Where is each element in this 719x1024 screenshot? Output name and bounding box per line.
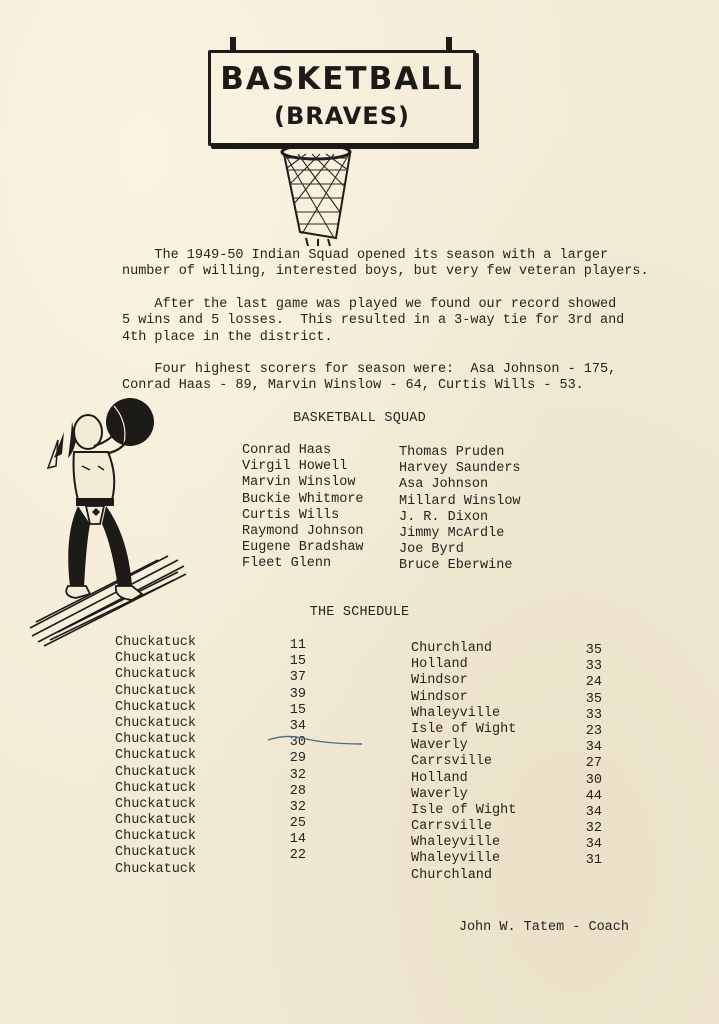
opponent-score: 27 <box>585 756 602 772</box>
squad-member: Eugene Bradshaw <box>242 540 364 556</box>
home-team-name: Chuckatuck <box>115 651 197 667</box>
home-team-name: Chuckatuck <box>115 635 197 650</box>
home-score: 37 <box>289 670 306 686</box>
home-team-name: Chuckatuck <box>115 715 197 731</box>
squad-member: Buckie Whitmore <box>242 491 364 507</box>
squad-heading: BASKETBALL SQUAD <box>293 411 426 426</box>
intro-paragraph-1: The 1949-50 Indian Squad opened its season with a larger number of willing, interested boys, but very few veteran players. <box>122 248 649 280</box>
opponent-name: Carrsville <box>411 754 493 770</box>
squad-member: Jimmy McArdle <box>399 525 505 541</box>
home-team-name: Chuckatuck <box>115 667 197 683</box>
home-team-name: Chuckatuck <box>115 829 197 845</box>
pen-scribble-mark <box>266 730 366 750</box>
home-score: 32 <box>289 799 306 815</box>
schedule-heading: THE SCHEDULE <box>309 605 410 620</box>
squad-member: Fleet Glenn <box>242 556 332 572</box>
opponent-name: Churchland <box>411 867 493 883</box>
opponent-name: Waverly <box>411 786 468 802</box>
opponent-score: 35 <box>585 643 602 658</box>
opponent-name: Isle of Wight <box>411 721 517 737</box>
squad-member: Raymond Johnson <box>242 523 364 539</box>
opponent-score: 24 <box>585 675 602 691</box>
opponent-name: Windsor <box>411 673 468 689</box>
squad-member: Harvey Saunders <box>399 461 521 477</box>
page-subtitle: (BRAVES) <box>274 102 410 130</box>
schedule-opponent-scores <box>572 643 602 870</box>
home-score: 29 <box>289 751 306 767</box>
opponent-score: 34 <box>585 837 602 853</box>
home-score: 34 <box>289 718 306 734</box>
squad-member: Virgil Howell <box>242 459 348 475</box>
opponent-name: Windsor <box>411 689 468 705</box>
home-team-name: Chuckatuck <box>115 732 197 748</box>
opponent-score: 33 <box>585 659 602 675</box>
home-score: 11 <box>289 638 306 653</box>
opponent-score: 32 <box>585 821 602 837</box>
squad-member: J. R. Dixon <box>399 509 489 525</box>
home-team-name: Chuckatuck <box>115 764 197 780</box>
home-team-name: Chuckatuck <box>115 683 197 699</box>
schedule-home-scores <box>276 638 306 865</box>
squad-member: Bruce Eberwine <box>399 558 513 574</box>
opponent-score: 35 <box>585 691 602 707</box>
opponent-name: Waverly <box>411 738 468 754</box>
squad-member: Joe Byrd <box>399 542 464 558</box>
home-score: 14 <box>289 832 306 848</box>
opponent-score: 34 <box>585 804 602 820</box>
opponent-name: Whaleyville <box>411 705 501 721</box>
basketball-hoop-icon <box>278 142 358 246</box>
intro-paragraph-2: After the last game was played we found our record showed 5 wins and 5 losses. This resulted in a 3-way tie for 3rd and 4th place in the district. <box>122 297 625 345</box>
home-score: 22 <box>289 848 306 864</box>
opponent-name: Holland <box>411 770 468 786</box>
squad-list-right <box>399 445 521 575</box>
opponent-score: 23 <box>585 723 602 739</box>
coach-signature: John W. Tatem - Coach <box>458 920 629 935</box>
home-team-name: Chuckatuck <box>115 845 197 861</box>
home-team-name: Chuckatuck <box>115 748 197 764</box>
opponent-name: Whaleyville <box>411 835 501 851</box>
opponent-name: Isle of Wight <box>411 802 517 818</box>
home-score: 39 <box>289 686 306 702</box>
home-score: 15 <box>289 702 306 718</box>
home-score: 30 <box>289 735 306 751</box>
home-team-name: Chuckatuck <box>115 780 197 796</box>
squad-member: Curtis Wills <box>242 507 340 523</box>
opponent-name: Churchland <box>411 641 493 656</box>
home-score: 32 <box>289 767 306 783</box>
page-title: BASKETBALL <box>220 61 464 97</box>
intro-paragraph-3: Four highest scorers for season were: Asa Johnson - 175, Conrad Haas - 89, Marvin Winslow - 64, Curtis Wills - 53. <box>122 362 617 394</box>
squad-member: Asa Johnson <box>399 477 489 493</box>
squad-member: Millard Winslow <box>399 493 521 509</box>
squad-member: Conrad Haas <box>242 443 332 458</box>
opponent-name: Holland <box>411 657 468 673</box>
home-team-name: Chuckatuck <box>115 699 197 715</box>
opponent-score: 30 <box>585 772 602 788</box>
home-score: 15 <box>289 654 306 670</box>
schedule-home-teams <box>115 635 196 878</box>
schedule-opponents <box>411 641 516 884</box>
opponent-score: 34 <box>585 740 602 756</box>
opponent-score: 44 <box>585 788 602 804</box>
squad-member: Thomas Pruden <box>399 445 505 460</box>
squad-member: Marvin Winslow <box>242 475 356 491</box>
squad-list-left <box>242 443 364 573</box>
opponent-score: 31 <box>585 853 602 869</box>
opponent-score: 33 <box>585 707 602 723</box>
opponent-name: Whaleyville <box>411 851 501 867</box>
home-team-name: Chuckatuck <box>115 861 197 877</box>
header-sign <box>208 50 476 146</box>
home-team-name: Chuckatuck <box>115 813 197 829</box>
home-score: 28 <box>289 783 306 799</box>
home-score: 25 <box>289 816 306 832</box>
opponent-name: Carrsville <box>411 819 493 835</box>
home-team-name: Chuckatuck <box>115 796 197 812</box>
